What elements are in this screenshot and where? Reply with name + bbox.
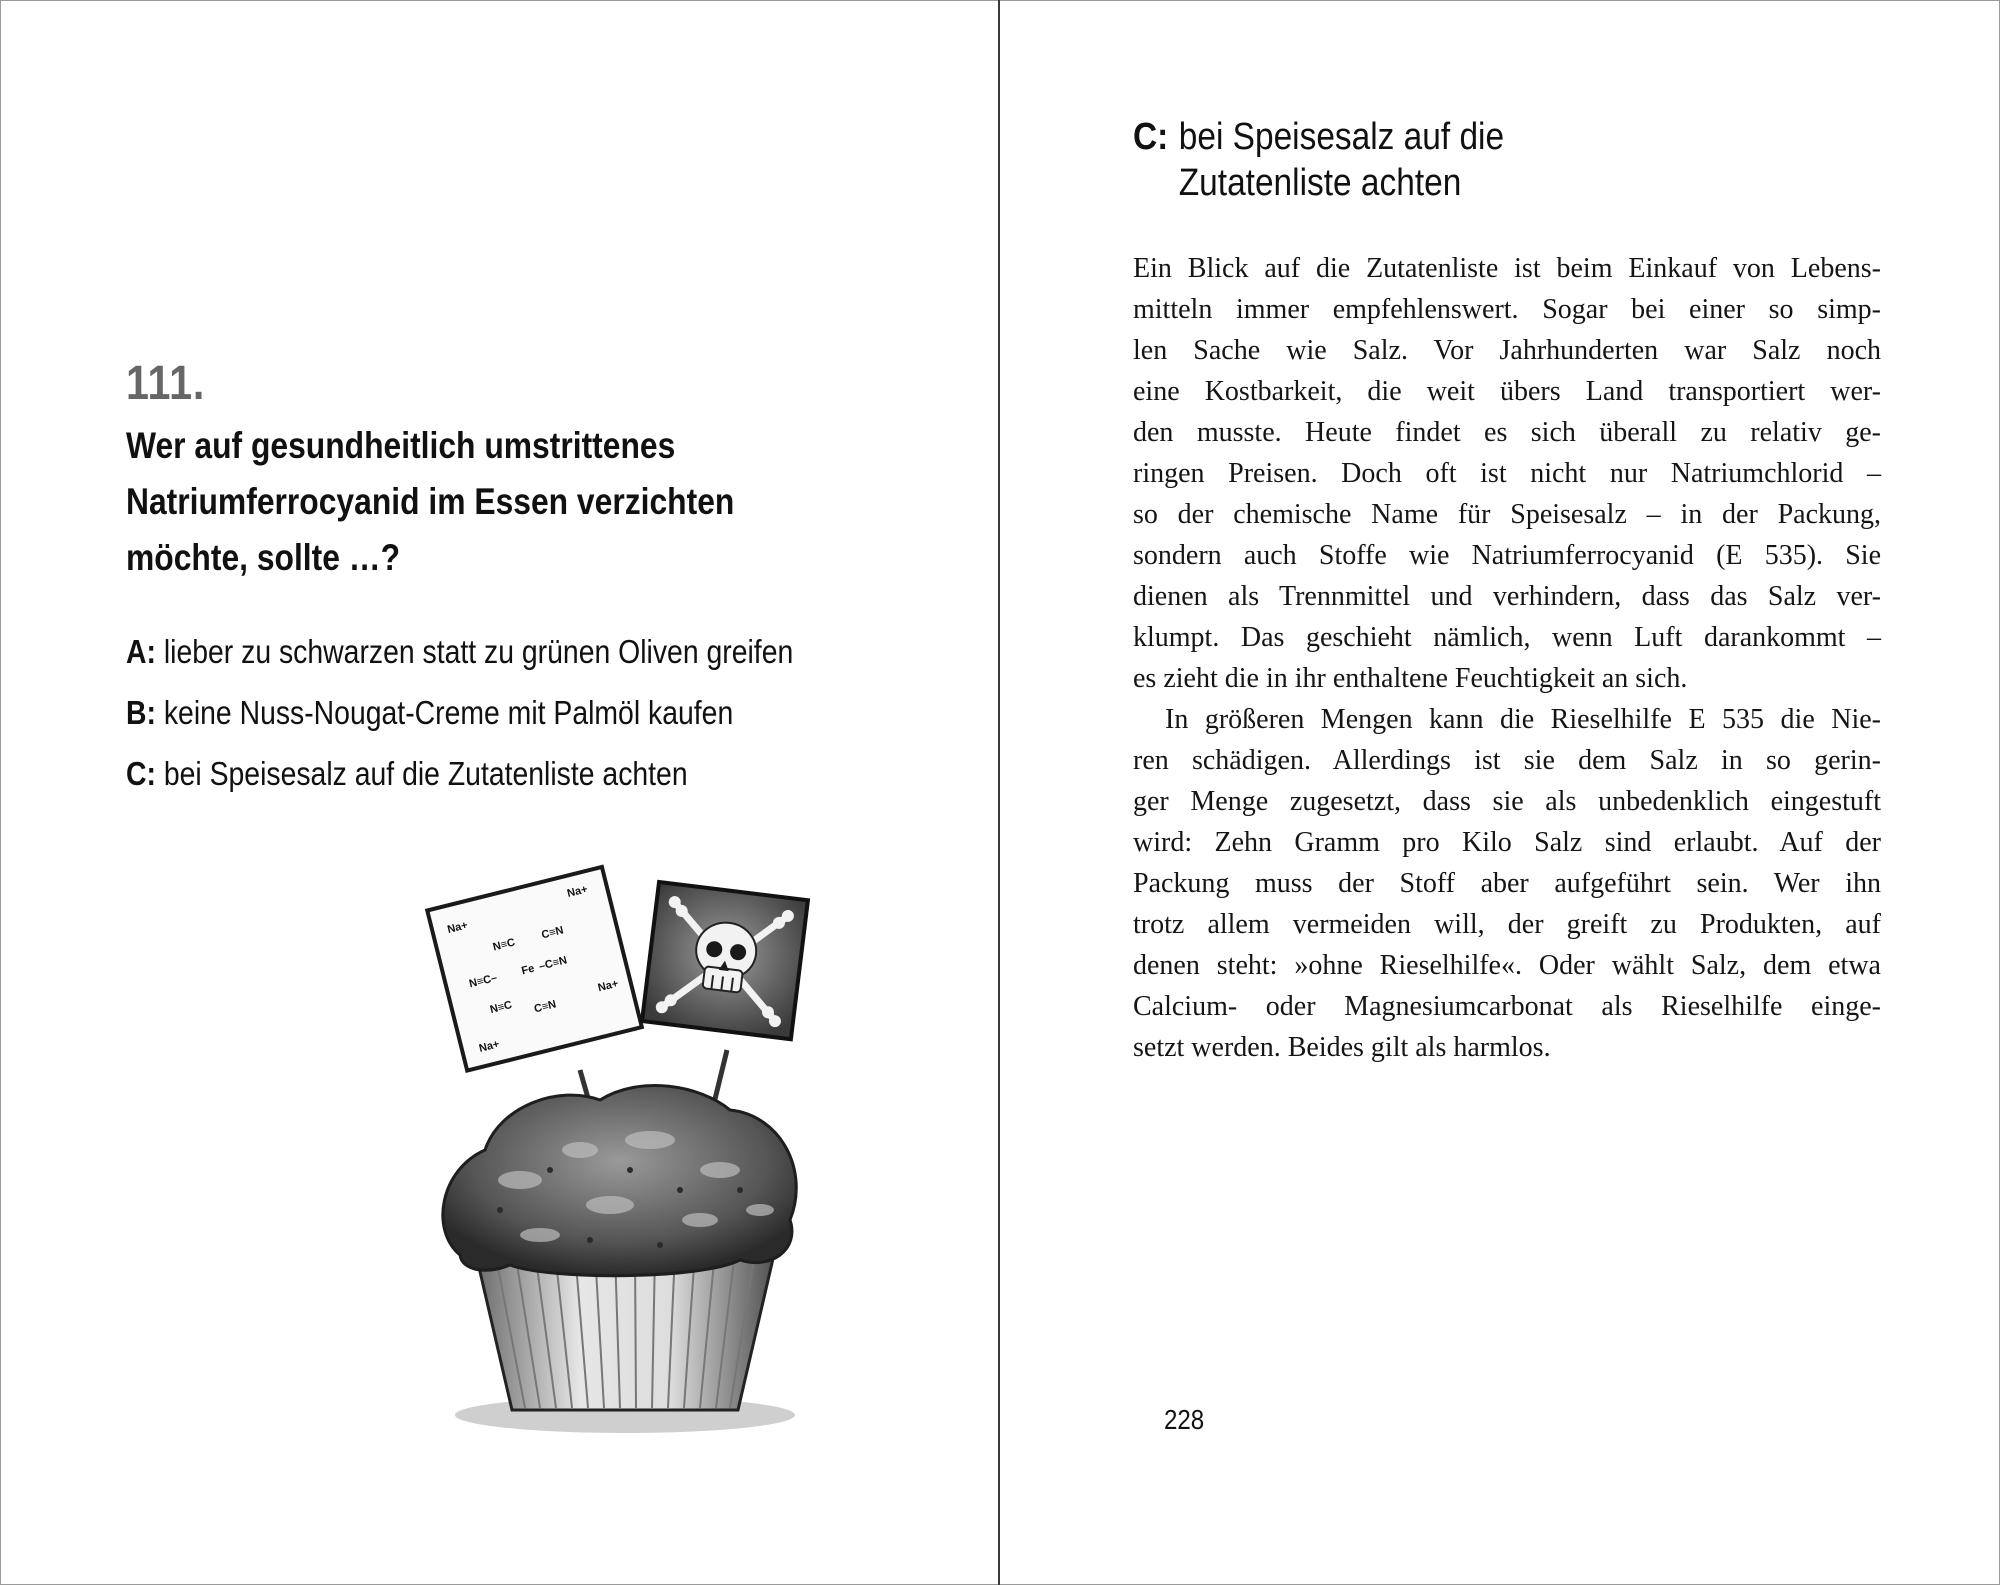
formula-top-right: C≡N [540,924,565,942]
answer-options [126,630,986,813]
text-line: len Sache wie Salz. Vor Jahrhunderten war Salz noch [1133,335,1881,366]
left-page [0,0,998,1585]
option-b [126,691,866,752]
text-line: so der chemische Name für Speisesalz – in der Packung, [1133,499,1881,530]
text-line: Calcium- oder Magnesiumcarbonat als Rieselhilfe einge- [1133,991,1881,1022]
muffin-illustration [400,850,860,1450]
text-line: klumpt. Das geschieht nämlich, wenn Luft darankommt – [1133,622,1881,653]
text-line: sondern auch Stoffe wie Natriumferrocyanid (E 535). Sie [1133,540,1881,571]
option-text: bei Speisesalz auf die Zutatenliste achten [163,755,688,792]
text-line: Ein Blick auf die Zutatenliste ist beim Einkauf von Lebens- [1133,253,1881,284]
formula-na: Na+ [446,919,469,936]
text-line: eine Kostbarkeit, die weit übers Land transportiert wer- [1133,376,1881,407]
right-page [1000,0,2000,1585]
answer-letter: C: [1133,116,1169,158]
answer-text: bei Speisesalz auf die [1178,116,1505,158]
formula-center: Fe [520,962,536,978]
skull-flag [642,882,808,1039]
option-text: lieber zu schwarzen statt zu grünen Oliven greifen [163,633,794,670]
formula-right: –C≡N [537,954,569,973]
page-number: 228 [1164,1404,1205,1435]
text-line: ringen Preisen. Doch oft ist nicht nur Natriumchlorid – [1133,458,1881,489]
formula-bottom-left: N≡C [488,999,514,1017]
formula-na: Na+ [596,977,620,995]
text-line: wird: Zehn Gramm pro Kilo Salz sind erlaubt. Auf der [1133,827,1881,858]
question-text [126,418,780,586]
question-number: 111. [126,357,206,410]
question-line: möchte, sollte …? [126,537,401,578]
text-line: In größeren Mengen kann die Rieselhilfe E 535 die Nie- [1165,704,1881,735]
text-line: mitteln immer empfehlenswert. Sogar bei einer so simp- [1133,294,1881,325]
text-line: denen steht: »ohne Rieselhilfe«. Oder wählt Salz, dem etwa [1133,950,1881,981]
muffin-top [443,1086,796,1276]
text-line: den musste. Heute findet es sich überall zu relativ ge- [1133,417,1881,448]
option-text: keine Nuss-Nougat-Creme mit Palmöl kaufen [163,694,734,731]
question-line: Natriumferrocyanid im Essen verzichten [126,481,735,522]
option-a [126,630,866,691]
formula-flag [427,867,642,1071]
formula-bottom: C≡N [532,998,558,1016]
formula-na: Na+ [477,1038,501,1055]
answer-heading-line: Zutatenliste achten [1178,162,1462,204]
formula-na: Na+ [566,883,589,900]
option-letter: C: [126,755,156,792]
text-line: ger Menge zugesetzt, dass sie als unbedenklich eingestuft [1133,786,1881,817]
answer-heading-line [1133,116,1504,158]
option-letter: A: [126,633,156,670]
formula-top-left: N≡C [491,936,517,954]
text-line: ren schädigen. Allerdings ist sie dem Salz in so gerin- [1133,745,1881,776]
text-line: dienen als Trennmittel und verhindern, dass das Salz ver- [1133,581,1881,612]
formula-left: N≡C– [467,971,499,991]
text-line: es zieht die in ihr enthaltene Feuchtigkeit an sich. [1133,663,1688,694]
question-line: Wer auf gesundheitlich umstrittenes [126,425,676,466]
option-letter: B: [126,694,156,731]
text-line: Packung muss der Stoff aber aufgeführt sein. Wer ihn [1133,868,1881,899]
text-line: setzt werden. Beides gilt als harmlos. [1133,1032,1551,1063]
answer-explanation [1133,248,1881,1068]
option-c [126,752,866,813]
answer-heading [1133,114,1749,206]
text-line: trotz allem vermeiden will, der greift zu Produkten, auf [1133,909,1881,940]
